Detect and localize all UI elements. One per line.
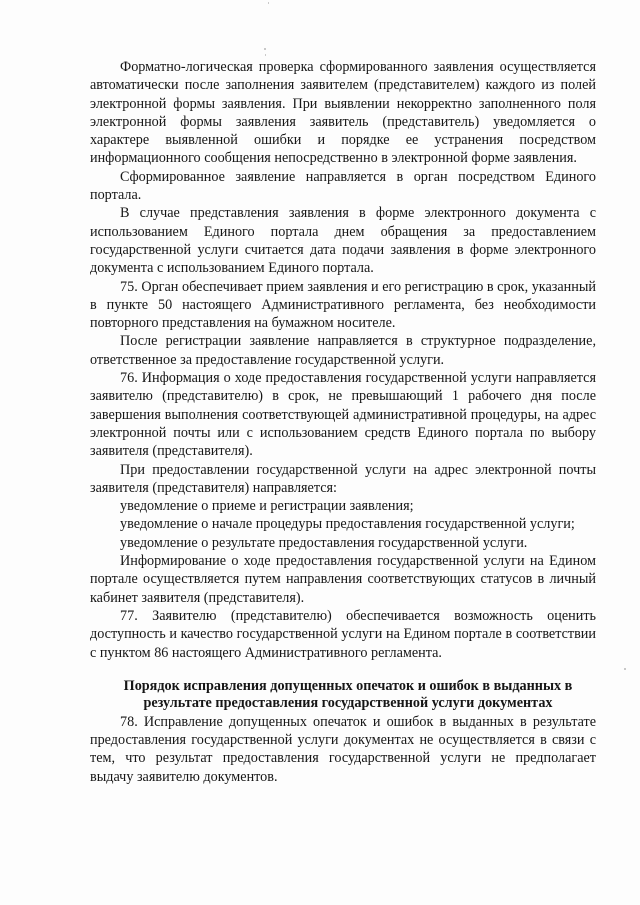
paragraph-after-registration: После регистрации заявление направляется в структурное подразделение, ответственное за предоставление государственной услуги. xyxy=(90,333,596,368)
scan-speck xyxy=(268,2,269,4)
document-body xyxy=(90,58,596,786)
paragraph-portal-informing: Информирование о ходе предоставления государственной услуги на Едином портале осуществляется путем направления соответствующих статусов в личный кабинет заявителя (представителя). xyxy=(90,553,596,606)
paragraph-application-date: В случае представления заявления в форме электронного документа с использованием Единого портала днем обращения за предоставлением государственной услуги считается дата подачи заявления в форме электронного документа с использованием Единого портала. xyxy=(90,205,596,277)
paragraph-format-check: Форматно-логическая проверка сформированного заявления осуществляется автоматически после заполнения заявителем (представителем) каждого из полей электронной формы заявления. При выявлении некорректно заполненного поля электронной формы заявления заявитель (представитель) уведомляется о характере выявленной ошибки и порядке ее устранения посредством информационного сообщения непосредственно в электронной форме заявления. xyxy=(90,59,596,167)
paragraph-email-notice: При предоставлении государственной услуги на адрес электронной почты заявителя (представителя) направляется: xyxy=(90,461,596,496)
scan-speck xyxy=(265,54,266,56)
paragraph-76: 76. Информация о ходе предоставления государственной услуги направляется заявителю (представителю) в срок, не превышающий 1 рабочего дня после завершения выполнения соответствующей административной процедуры, на адрес электронной почты или с использованием средств Единого портала по выбору заявителя (представителя). xyxy=(90,370,596,460)
list-item-receipt-notice: уведомление о приеме и регистрации заявления; xyxy=(120,498,414,515)
list-item-start-notice: уведомление о начале процедуры предоставления государственной услуги; xyxy=(120,516,575,533)
section-heading: Порядок исправления допущенных опечаток и ошибок в выданных в результате предоставления государственной услуги документах xyxy=(123,677,573,712)
paragraph-75: 75. Орган обеспечивает прием заявления и его регистрацию в срок, указанный в пункте 50 настоящего Административного регламента, без необходимости повторного представления на бумажном носителе. xyxy=(90,278,596,332)
list-item-result-notice: уведомление о результате предоставления государственной услуги. xyxy=(120,534,528,551)
paragraph-77: 77. Заявителю (представителю) обеспечивается возможность оценить доступность и качество государственной услуги на Едином портале в соответствии с пунктом 86 настоящего Административного регламента. xyxy=(90,607,596,661)
paragraph-78: 78. Исправление допущенных опечаток и ошибок в выданных в результате предоставления государственной услуги документах не осуществляется в связи с тем, что результат предоставления государственной услуги не предполагает выдачу заявителю документов. xyxy=(90,713,596,785)
scan-speck xyxy=(264,48,266,50)
scan-speck xyxy=(624,668,626,670)
paragraph-application-sent: Сформированное заявление направляется в орган посредством Единого портала. xyxy=(90,168,596,204)
